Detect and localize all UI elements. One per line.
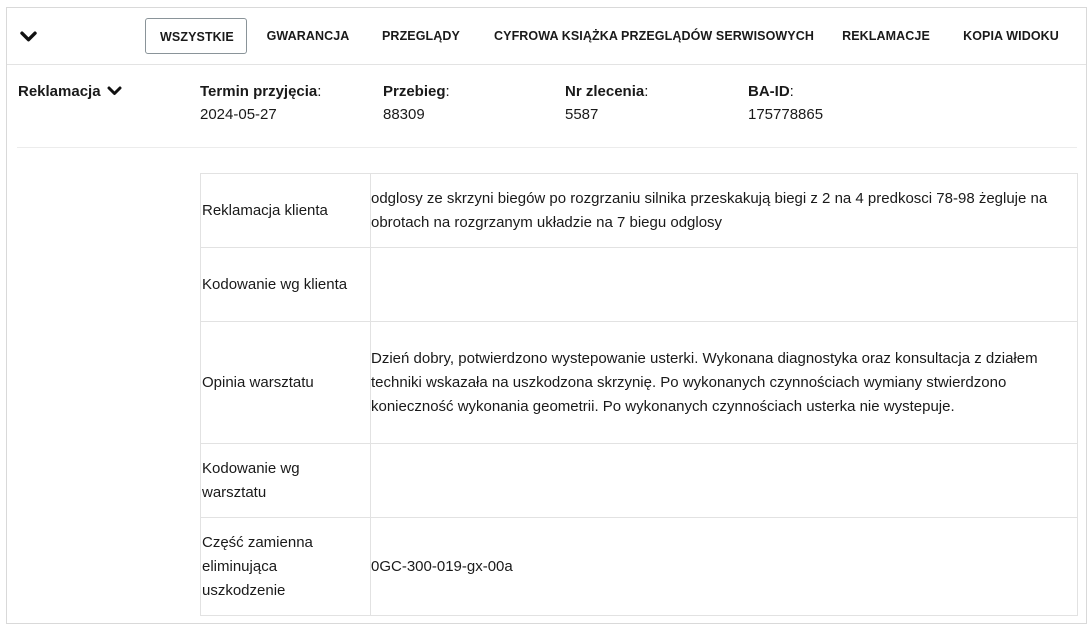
tab-kopia-widoku[interactable]: KOPIA WIDOKU — [963, 29, 1059, 43]
chevron-down-icon — [20, 31, 37, 43]
meta-value: 5587 — [565, 106, 599, 123]
tab-gwarancja[interactable]: GWARANCJA — [266, 29, 350, 43]
row-label: Opinia warsztatu — [201, 322, 371, 444]
vehicle-history-panel — [6, 7, 1087, 624]
meta-label: BA-ID — [748, 83, 790, 100]
row-value: odglosy ze skrzyni biegów po rozgrzaniu silnika przeskakują biegi z 2 na 4 predkosci 78-98 żegluje na obrotach na rozgrzanym układzie na 7 biegu odglosy — [371, 174, 1078, 248]
meta-label: Termin przyjęcia — [200, 83, 318, 100]
meta-value: 88309 — [383, 106, 425, 123]
tab-bar — [7, 8, 1086, 65]
divider — [17, 147, 1077, 148]
meta-termin-przyjecia: Termin przyjęcia: 2024-05-27 — [200, 83, 322, 123]
row-value: 0GC-300-019-gx-00a — [371, 518, 1078, 616]
collapse-all-button[interactable] — [18, 27, 38, 47]
row-label: Część zamienna eliminująca uszkodzenie — [201, 518, 371, 616]
complaint-header — [7, 65, 1086, 150]
table-row — [201, 518, 1078, 616]
row-label: Kodowanie wg warsztatu — [201, 444, 371, 518]
meta-przebieg: Przebieg: 88309 — [383, 83, 450, 123]
table-row — [201, 444, 1078, 518]
row-value — [371, 444, 1078, 518]
row-label: Reklamacja klienta — [201, 174, 371, 248]
meta-nr-zlecenia: Nr zlecenia: 5587 — [565, 83, 649, 123]
tab-reklamacje[interactable]: REKLAMACJE — [842, 29, 930, 43]
meta-ba-id: BA-ID: 175778865 — [748, 83, 824, 123]
table-row — [201, 322, 1078, 444]
row-value: Dzień dobry, potwierdzono wystepowanie usterki. Wykonana diagnostyka oraz konsultacja z działem techniki wskazała na uszkodzona skrzynię. Po wykonanych czynnościach wymiany stwierdzono konieczność wykonania geometrii. Po wykonanych czynnościach usterka nie wystepuje. — [371, 322, 1078, 444]
chevron-down-icon — [107, 86, 122, 97]
complaint-toggle[interactable] — [18, 83, 122, 100]
meta-value: 175778865 — [748, 106, 824, 123]
tab-wszystkie[interactable]: WSZYSTKIE — [145, 18, 247, 54]
tab-przeglady[interactable]: PRZEGLĄDY — [382, 29, 460, 43]
complaint-title: Reklamacja — [18, 83, 101, 100]
tab-cyfrowa-ksiazka[interactable]: CYFROWA KSIĄŻKA PRZEGLĄDÓW SERWISOWYCH — [494, 29, 814, 43]
row-label: Kodowanie wg klienta — [201, 248, 371, 322]
meta-label: Nr zlecenia — [565, 83, 645, 100]
meta-value: 2024-05-27 — [200, 106, 277, 123]
table-row — [201, 174, 1078, 248]
table-row — [201, 248, 1078, 322]
row-value — [371, 248, 1078, 322]
complaint-details-table — [200, 173, 1078, 616]
meta-label: Przebieg — [383, 83, 446, 100]
